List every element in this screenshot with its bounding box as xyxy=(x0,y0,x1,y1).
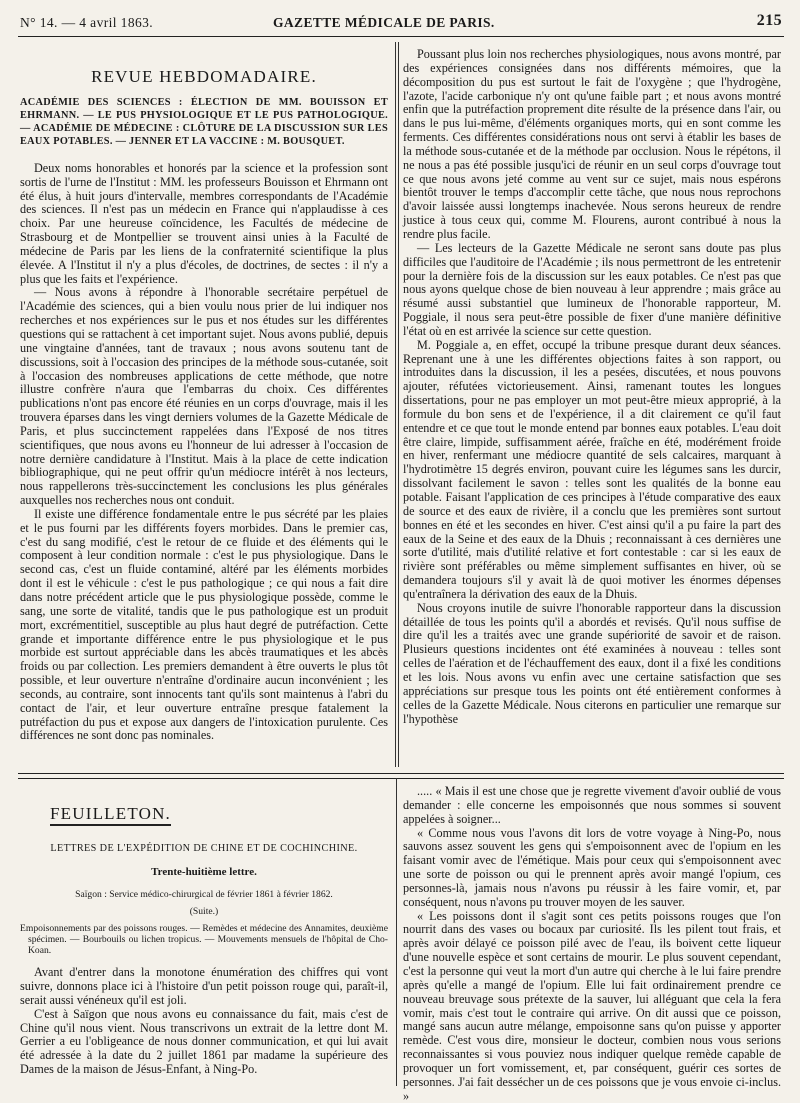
letter-number: Trente-huitième lettre. xyxy=(151,865,257,878)
feuilleton-right-column xyxy=(403,784,781,1103)
column-rule xyxy=(395,42,396,767)
feuilleton-paragraph: ..... « Mais il est une chose que je regrette vivement d'avoir oublié de vous demander : elle concerne les empoisonnés que nous sommes si souvent appelées à soigner... xyxy=(403,784,781,826)
feuilleton-paragraph: C'est à Saïgon que nous avons eu connaissance du fait, mais c'est de Chine qu'il nous vient. Nous transcrivons un extrait de la lettre dont M. Gerrier a eu l'obligeance de nous donner communication, et qui lui avait été adressée à la date du 2 juillet 1861 par madame la supérieure des Dames de la maison de Jésus-Enfant, à Ning-Po. xyxy=(20,1006,388,1077)
column-rule xyxy=(396,778,397,1086)
suite-label: (Suite.) xyxy=(189,906,219,918)
feuilleton-title: FEUILLETON. xyxy=(50,807,171,826)
feuilleton-paragraph: Avant d'entrer dans la monotone énumération des chiffres qui vont suivre, donnons place ici à l'histoire d'un petit poisson rouge qui, paraît-il, serait aussi vénéneux qu'il est joli. xyxy=(20,965,388,1007)
article-paragraph: Poussant plus loin nos recherches physiologiques, nous avons montré, par des expériences consignées dans nos différents mémoires, que la décomposition du pus est surtout le fait de l'oxygène ; que l'hydrogène, l'azote, l'acide carbonique n'y ont qu'une faible part ; et nous avons montré enfin que la putréfaction proprement dite résulte de la présence dans l'air, ou dans le pus lui-même, d'éléments organiques morts, qui en sont comme les ferments. Ces différentes considérations nous ont servi à établir les bases de la méthode sous-cutanée et de la méthode par occlusion. Nous le répétons, il ne nous a pas été possible jusqu'ici de réunir en un seul corps d'ouvrage tout ce que nous avons jeté comme au vent sur ce sujet, mais nous espérons bientôt trouver le temps d'accomplir cette tâche, que nous nous reprochons d'avoir laissée aussi longtemps inachevée. Nous serons heureux de rendre justice à tous ceux qui, comme M. Flourens, auront contribué à nous la rendre plus facile. xyxy=(403,47,781,241)
feuilleton-paragraph: « Les poissons dont il s'agit sont ces petits poissons rouges que l'on nourrit dans des vases ou bocaux par curiosité. Ils les pilent tout frais, et après avoir délayé ce poisson pilé avec de l'eau, ils boivent cette liqueur d'une nouvelle espèce et sont certains de mourir. Le plus souvent cependant, c'est la personne qui veut la mort d'un autre qui cherche à le lui faire prendre après qu'elle a mangé de l'opium. Elle lui fait ordinairement prendre ce nouveau breuvage sous prétexte de la sauver, lui alléguant que cela la fera vomir, mais c'est tout le contraire qui arrive. On dit aussi que ce poisson, mangé sans aucun autre mélange, empoisonne sans qu'on puisse y apporter remède. C'est vous dire, monsieur le docteur, combien nous vous serions reconnaissantes si vous pouviez nous indiquer quelque remède capable de provoquer un fort vomissement, et, par conséquent, guérir ces sortes de personnes. J'ai fait dessécher un de ces poissons que je vous envoie ci-inclus. » xyxy=(403,908,781,1103)
letter-contents: Empoisonnements par des poissons rouges. — Remèdes et médecine des Annamites, deuxième spécimen. — Bourbouils ou lichen tropicus. — Mouvements mensuels de l'hôpital de Cho-Koan. xyxy=(20,923,388,957)
service-line: Saïgon : Service médico-chirurgical de février 1861 à février 1862. xyxy=(75,888,333,900)
issue-date: N° 14. — 4 avril 1863. xyxy=(20,15,154,30)
newspaper-page xyxy=(18,10,784,1103)
article-paragraph: — Nous avons à répondre à l'honorable secrétaire perpétuel de l'Académie des sciences, qui a bien voulu nous prier de lui indiquer nos recherches et nos expériences sur le pus et nos études sur les différentes questions qui se rattachent à cet important sujet. Nous avons publié, depuis une vingtaine d'années, tant de travaux ; nous avons soutenu tant de discussions, soit à l'occasion des principes de la méthode sous-cutanée, soit à l'occasion des nombreuses applications de cette méthode, que notre illustre confrère n'aura que l'embarras du choix. Ces différentes publications n'ont pas encore été réunies en un corps d'ouvrage, mais il les trouvera éparses dans les vingt derniers volumes de la Gazette Médicale de Paris, et plus succinctement rappelées dans l'Exposé de nos titres scientifiques, que nous avons eu l'honneur de lui adresser à l'occasion de notre dernière candidature à l'Institut. Mais à la place de cette indication bibliographique, qui ne peut offrir qu'un médiocre intérêt à nos lecteurs, nous rappellerons très-succinctement les conclusions les plus générales auxquelles nos recherches nous ont conduit. xyxy=(20,285,388,508)
article-paragraph: Deux noms honorables et honorés par la science et la profession sont sortis de l'urne de l'Institut : MM. les professeurs Bouisson et Ehrmann ont été élus, à huit jours d'intervalle, membres correspondants de l'Académie des sciences. Il n'est pas un médecin en France qui n'applaudisse à ces choix. Par une heureuse coïncidence, les Facultés de médecine de Strasbourg et de Montpellier se trouvent ainsi unies à la Faculté de médecine de Paris par les liens de la confraternité scientifique la plus élevée. A l'Institut il n'y a plus d'écoles, de doctrines, de sectes : il n'y a plus que les faits et l'expérience. xyxy=(20,160,388,286)
article-paragraph: Nous croyons inutile de suivre l'honorable rapporteur dans la discussion détaillée de tous les points qu'il a abordés et revisés. Qu'il nous suffise de dire qu'il les a traités avec une grande supériorité de savoir et de raison. Plusieurs questions incidentes ont été examinées à nouveau : telles sont celles de l'aération et de l'échauffement des eaux, dont il a fixé les conditions et les lois. Nous avons vu enfin avec une certaine satisfaction que ses appréciations sur presque tous les points ont été entièrement conformes à celles de la Gazette Médicale. Nous citerons en particulier une remarque sur l'hypothèse xyxy=(403,600,781,726)
revue-right-column xyxy=(403,48,781,768)
feuilleton-paragraph: « Comme nous vous l'avons dit lors de votre voyage à Ning-Po, nous sauvons assez souvent les gens qui s'empoisonnent avec de l'opium en les faisant vomir avec de l'émétique. Mais pour ceux qui s'empoisonnent avec une sorte de poisson ou qui le prennent après avoir mangé l'opium, ces personnes-là, jamais nous n'avons pu réussir à les faire vomir, et, par conséquent, nous n'avons pu trouver moyen de les sauver. xyxy=(403,825,781,909)
journal-title: GAZETTE MÉDICALE DE PARIS. xyxy=(273,15,495,30)
article-paragraph: M. Poggiale a, en effet, occupé la tribune presque durant deux séances. Reprenant une à une les différentes objections faites à son rapport, ou introduites dans la discussion, il les a pesées, discutées, et nous pouvons ajouter, réfutées victorieusement. Ainsi, ramenant toutes les longues dissertations, pour ne pas employer un mot peut-être mieux approprié, à la formule du bon sens et de l'expérience, il a dit clairement ce qu'il faut entendre et ce que tout le monde entend par bonnes eaux potables. L'eau doit être claire, limpide, suffisamment aérée, fraîche en été, modérément froide en hiver, renfermant une médiocre quantité de sels calcaires, marquant à l'hydrotimètre 15 degrés environ, pouvant cuire les légumes sans les durcir, dissolvant facilement le savon : telles sont les qualités de la bonne eau potable. Faisant l'application de ces principes à l'étude comparative des eaux de source et des eaux de rivière, il a conclu que les premières sont surtout bonnes en été et les secondes en hiver. C'est ainsi qu'il a pu faire la part des eaux de la Seine et des eaux de la Dhuis ; reconnaissant à ces dernières une sorte d'utilité, mais d'utilité relative et fort contestable : car si les eaux de rivière sont préférables ou même simplement suffisantes en hiver, où se demandera toujours s'il y avait là de quoi motiver les énormes dépenses qu'entraînera la dérivation des eaux de la Dhuis. xyxy=(403,337,781,601)
feuilleton-left-column xyxy=(20,785,388,1085)
letters-heading: LETTRES DE L'EXPÉDITION DE CHINE ET DE COCHINCHINE. xyxy=(50,842,358,854)
revue-title: REVUE HEBDOMADAIRE. xyxy=(91,67,317,86)
revue-left-column xyxy=(20,48,388,768)
page-number: 215 xyxy=(756,12,782,29)
column-rule xyxy=(398,42,399,767)
page-header xyxy=(18,10,784,37)
article-paragraph: — Les lecteurs de la Gazette Médicale ne seront sans doute pas plus difficiles que l'auditoire de l'Académie ; ils nous permettront de les entretenir pour la dernière fois de la discussion sur les eaux potables. Ce n'est pas que nous ayons quelque chose de bien nouveau à leur apprendre ; mais grâce au résumé aussi substantiel que lumineux de l'honorable rapporteur, M. Poggiale, il nous sera peut-être possible de fixer d'une manière définitive l'état où en est arrivée la science sur cette question. xyxy=(403,240,781,338)
revue-summary: ACADÉMIE DES SCIENCES : ÉLECTION DE MM. BOUISSON ET EHRMANN. — LE PUS PHYSIOLOGIQUE ET LE PUS PATHOLOGIQUE. — ACADÉMIE DE MÉDECINE : CLÔTURE DE LA DISCUSSION SUR LES EAUX POTABLES. — JENNER ET LA VACCINE : M. BOUSQUET. xyxy=(20,96,388,147)
article-paragraph: Il existe une différence fondamentale entre le pus sécrété par les plaies et le pus fourni par les différents foyers morbides. Dans le premier cas, c'est du sang modifié, c'est le retour de ce fluide et des éléments qui le composent à leur condition normale : c'est le pus physiologique. Dans le second cas, c'est un fluide contaminé, altéré par les éléments morbides dont il est le véhicule : c'est le pus pathologique ; ce qui nous a fait dire dans notre précédent article que le pus physiologique possède, comme le sang, une sorte de vitalité, tandis que le pus pathologique est un produit mort, excrémentitiel, susceptible au plus haut degré de putréfaction. Cette grande et importante différence entre le pus physiologique et le pus morbide est surtout appréciable dans les abcès traumatiques et les abcès froids ou par collection. Les premiers demandent à être ouverts le plus tôt possible, et leur ouverture n'entraîne d'ordinaire aucun inconvénient ; les seconds, au contraire, sont innocents tant qu'ils sont maintenus à l'abri du contact de l'air, et leur ouverture entraîne presque fatalement la putréfaction du pus et expose aux dangers de l'intoxication purulente. Ces différences ne sont donc pas nominales. xyxy=(20,506,388,743)
feuilleton-divider xyxy=(18,773,784,779)
